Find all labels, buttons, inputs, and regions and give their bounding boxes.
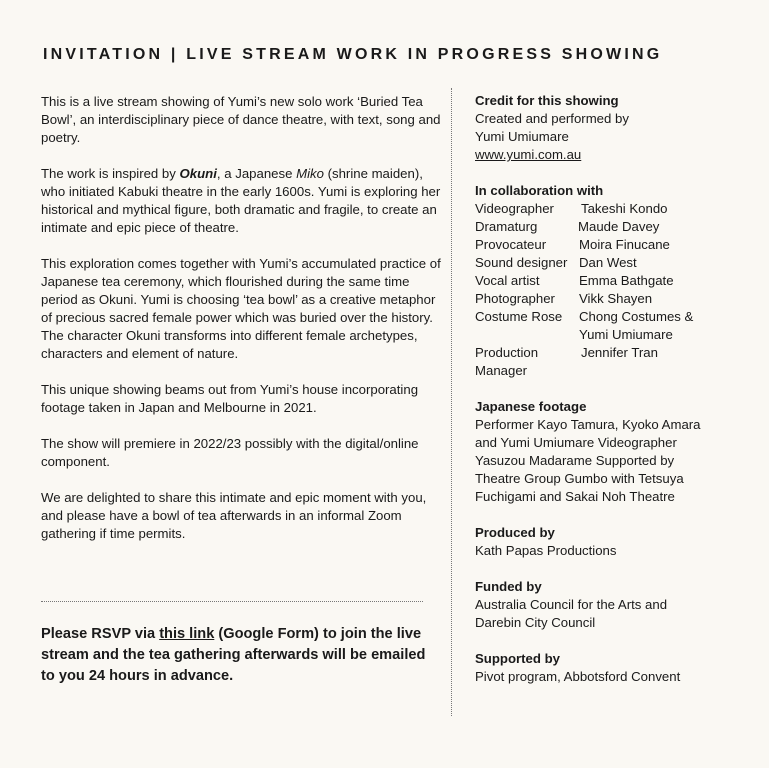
rsvp-prefix: Please RSVP via: [41, 626, 160, 642]
section-heading: In collaboration with: [475, 183, 604, 198]
collab-name: Emma Bathgate: [579, 273, 674, 288]
produced-by-section: [475, 524, 765, 560]
section-heading: Supported by: [475, 651, 560, 666]
credit-line: Yumi Umiumare: [475, 129, 569, 144]
collab-role: Vocal artist: [475, 273, 540, 288]
collab-role: Photographer: [475, 291, 555, 306]
vertical-divider: [451, 88, 452, 716]
intro-text: The work is inspired by: [41, 166, 180, 181]
supported-by-section: [475, 650, 765, 686]
collab-row: [475, 308, 765, 344]
rsvp-link[interactable]: this link: [159, 626, 215, 642]
collab-name: Vikk Shayen: [579, 291, 653, 306]
intro-paragraph: This unique showing beams out from Yumi’s house incorporating footage taken in Japan and Melbourne in 2021.: [41, 382, 419, 415]
section-heading: Japanese footage: [475, 399, 587, 414]
collab-role: Dramaturg: [475, 219, 538, 234]
miko-emphasis: Miko: [296, 166, 324, 181]
funded-by-section: [475, 578, 765, 632]
credits-column: [475, 92, 765, 704]
section-text: Australia Council for the Arts and Darebin City Council: [475, 597, 668, 630]
collab-name: Maude Davey: [578, 219, 660, 234]
collab-row: [475, 218, 765, 236]
collab-role: Videographer: [475, 201, 554, 216]
collab-name: Dan West: [579, 255, 637, 270]
section-heading: Produced by: [475, 525, 555, 540]
collab-name: Chong Costumes & Yumi Umiumare: [579, 309, 694, 342]
credit-line: Created and performed by: [475, 111, 629, 126]
collab-row: [475, 200, 765, 218]
intro-paragraph: [41, 165, 441, 237]
page-title: INVITATION | LIVE STREAM WORK IN PROGRESS SHOWING: [43, 46, 663, 63]
intro-text: (shrine maiden), who initiated Kabuki theatre in the early 1600s. Yumi is exploring her historical and mythical figure, both dramatic and fragile, to create an intimate and epic piece of theatre.: [41, 166, 441, 235]
collab-role: Provocateur: [475, 237, 547, 252]
rsvp-suffix: (Google Form) to join the live stream and the tea gathering afterwards will be emailed to you 24 hours in advance.: [41, 626, 426, 684]
japanese-footage-section: [475, 398, 765, 506]
credit-showing-section: [475, 92, 765, 164]
intro-text: , a Japanese: [216, 166, 297, 181]
collab-name: Jennifer Tran: [581, 345, 658, 360]
intro-column: [41, 93, 441, 561]
collab-row: [475, 254, 765, 272]
collab-row: [475, 236, 765, 254]
section-text: Performer Kayo Tamura, Kyoko Amara and Yumi Umiumare Videographer Yasuzou Madarame Supported by Theatre Group Gumbo with Tetsuya Fuchigami and Sakai Noh Theatre: [475, 417, 701, 504]
website-link[interactable]: www.yumi.com.au: [475, 147, 582, 162]
horizontal-divider: [41, 601, 423, 602]
collab-role: Production Manager: [475, 345, 539, 378]
intro-paragraph: The show will premiere in 2022/23 possibly with the digital/online component.: [41, 436, 419, 469]
section-heading: Credit for this showing: [475, 93, 619, 108]
intro-paragraph: This is a live stream showing of Yumi’s new solo work ‘Buried Tea Bowl’, an interdisciplinary piece of dance theatre, with text, song and poetry.: [41, 94, 441, 145]
collaboration-section: [475, 182, 765, 380]
section-text: Kath Papas Productions: [475, 543, 617, 558]
section-heading: Funded by: [475, 579, 542, 594]
collab-row: [475, 290, 765, 308]
collab-name: Moira Finucane: [579, 237, 670, 252]
rsvp-block: [41, 624, 441, 687]
intro-paragraph: We are delighted to share this intimate and epic moment with you, and please have a bowl of tea afterwards in an informal Zoom gathering if time permits.: [41, 490, 427, 541]
section-text: Pivot program, Abbotsford Convent: [475, 669, 681, 684]
collab-row: [475, 272, 765, 290]
intro-paragraph: This exploration comes together with Yumi’s accumulated practice of Japanese tea ceremony, which flourished during the same time period as Okuni. Yumi is choosing ‘tea bowl’ as a creative metaphor of precious sacred female power which was buried over the history. The character Okuni transforms into different female archetypes, characters and element of nature.: [41, 256, 441, 361]
collab-name: Takeshi Kondo: [581, 201, 668, 216]
collab-row: [475, 344, 765, 380]
okuni-emphasis: Okuni: [179, 166, 217, 181]
collab-role: Sound designer: [475, 255, 568, 270]
collab-role: Costume Rose: [475, 309, 563, 324]
